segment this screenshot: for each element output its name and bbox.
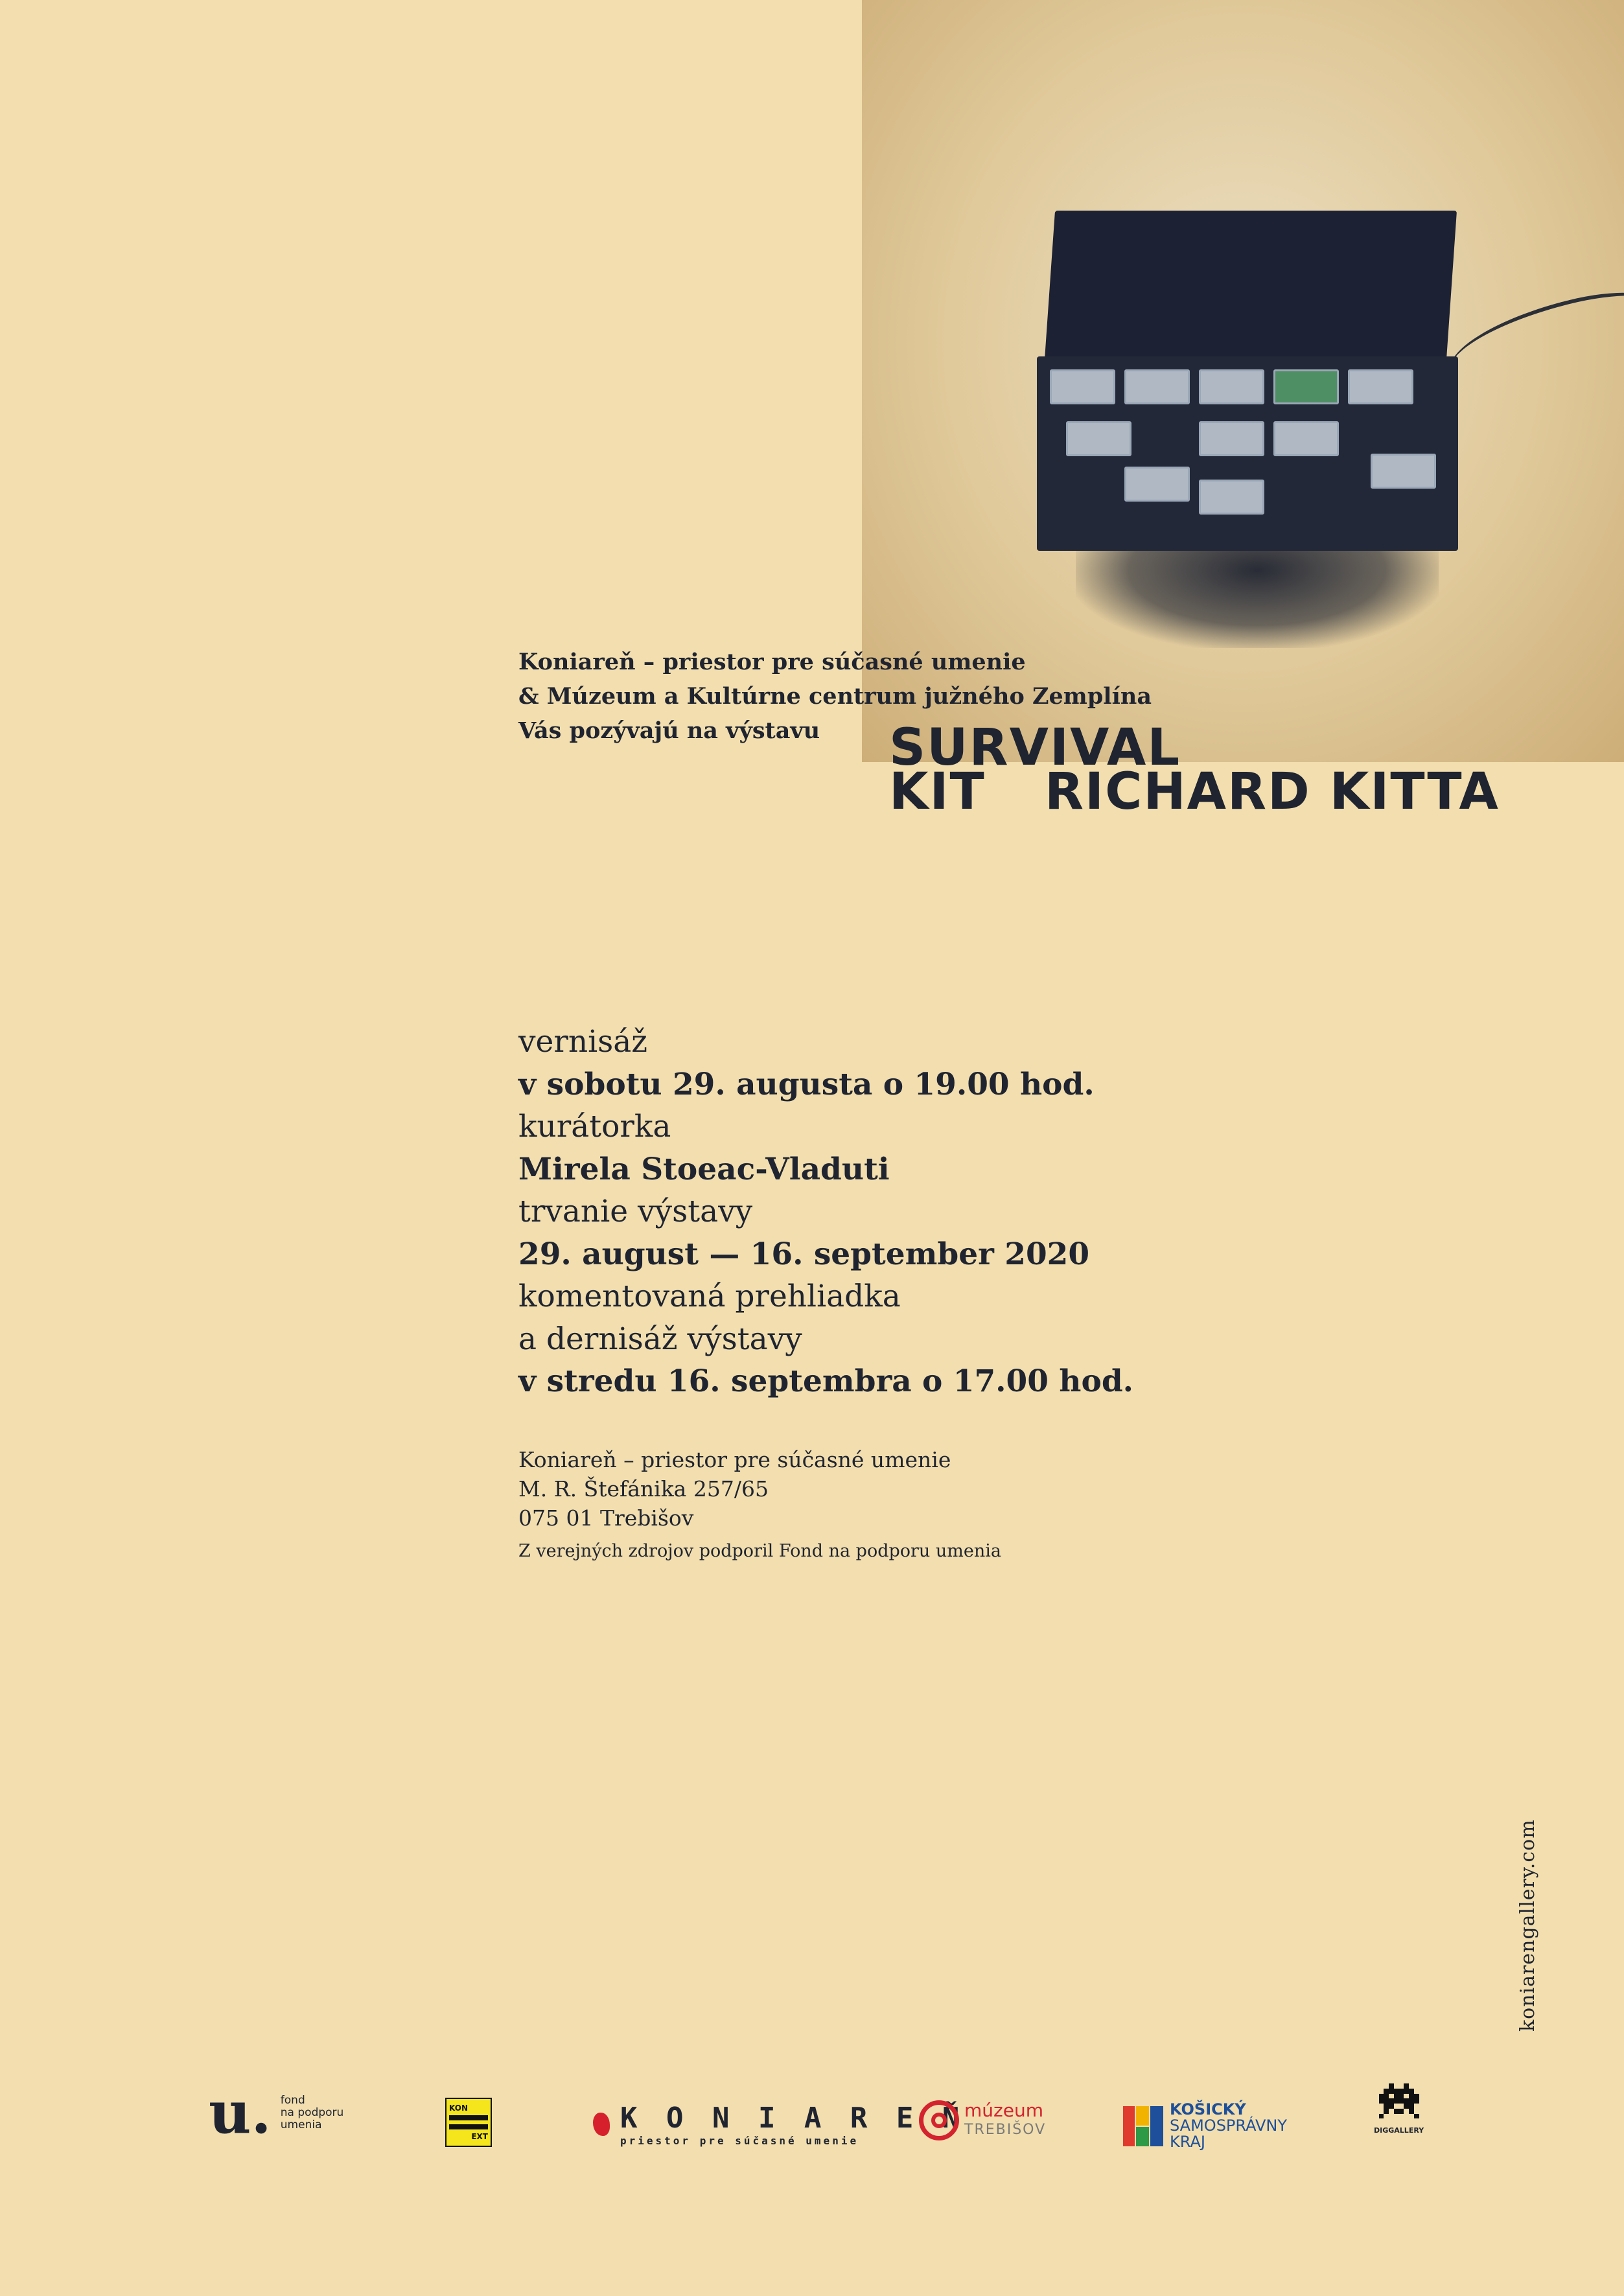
fpu-logo (209, 2078, 344, 2147)
koniaren-sub: priestor pre súčasné umenie (620, 2135, 859, 2147)
drawer (1124, 467, 1190, 502)
tour-label-2: a dernisáž výstavy (518, 1321, 802, 1357)
drawer (1199, 480, 1264, 515)
tour-date: v stredu 16. septembra o 17.00 hod. (518, 1363, 1134, 1399)
fpu-text-1: fond (280, 2093, 305, 2107)
diggallery-logo (1374, 2083, 1424, 2135)
konext-top: KON (449, 2104, 469, 2113)
curator-label: kurátorka (518, 1109, 671, 1144)
artist-name: RICHARD KITTA (1045, 763, 1500, 821)
city: 075 01 Trebišov (518, 1505, 694, 1531)
konext-bar (449, 2115, 488, 2120)
opening-date: v sobotu 29. augusta o 19.00 hod. (518, 1066, 1095, 1102)
spiral-icon (919, 2100, 959, 2140)
opening-label: vernisáž (518, 1024, 648, 1060)
muzeum-logo (919, 2100, 1046, 2140)
drawer (1348, 369, 1413, 404)
ksk-logo (1123, 2102, 1287, 2150)
drawer (1199, 369, 1264, 404)
venue-name: Koniareň – priestor pre súčasné umenie (518, 1447, 951, 1472)
drawer (1066, 421, 1131, 456)
invitation-line: Vás pozývajú na výstavu (518, 717, 820, 744)
duration-label: trvanie výstavy (518, 1194, 753, 1229)
duration-dates: 29. august — 16. september 2020 (518, 1236, 1090, 1272)
drawer (1273, 421, 1339, 456)
venue-address (518, 1445, 951, 1533)
fpu-text-3: umenia (280, 2118, 322, 2131)
ksk-emblem-icon (1123, 2106, 1163, 2146)
muzeum-text (964, 2101, 1046, 2140)
muzeum-name: múzeum (964, 2100, 1043, 2121)
konext-bar (449, 2124, 488, 2129)
support-note: Z verejných zdrojov podporil Fond na podporu umenia (518, 1541, 1001, 1561)
organizer-1: Koniareň – priestor pre súčasné umenie (518, 649, 1026, 675)
drawer-lit (1273, 369, 1339, 404)
fpu-text-2: na podporu (280, 2105, 344, 2119)
ksk-line1: KOŠICKÝ (1170, 2100, 1246, 2118)
drawer (1124, 369, 1190, 404)
power-cable (1440, 279, 1624, 399)
muzeum-city: TREBIŠOV (964, 2122, 1047, 2138)
koniaren-name: K O N I A R E Ň (620, 2102, 966, 2135)
diggallery-caption: DIGGALLERY (1374, 2126, 1424, 2135)
konext-bottom: EXT (471, 2132, 488, 2141)
koniaren-logo (593, 2102, 965, 2147)
fpu-mark: u. (209, 2078, 272, 2147)
drawer (1199, 421, 1264, 456)
konext-mark (445, 2098, 492, 2147)
website-link[interactable]: koniarengallery.com (1516, 1819, 1539, 2032)
horse-icon (593, 2113, 610, 2136)
ksk-line2: SAMOSPRÁVNY (1170, 2116, 1288, 2135)
organizer-2: & Múzeum a Kultúrne centrum južného Zemplína (518, 683, 1152, 710)
tour-label-1: komentovaná prehliadka (518, 1279, 901, 1314)
curator-name: Mirela Stoeac-Vladuti (518, 1151, 890, 1187)
fpu-text (281, 2094, 344, 2131)
exhibition-title-line2: KIT (889, 763, 986, 821)
drawer (1050, 369, 1115, 404)
ksk-text (1170, 2102, 1287, 2150)
event-details (518, 1021, 1133, 1403)
cabinet-top (1045, 211, 1457, 360)
space-invader-icon (1379, 2083, 1419, 2124)
sponsor-logos (0, 2078, 1624, 2155)
drawer-cabinet (1037, 356, 1458, 551)
exhibition-title-line1: SURVIVAL (889, 719, 1181, 777)
ksk-line3: KRAJ (1170, 2133, 1205, 2151)
street: M. R. Štefánika 257/65 (518, 1476, 769, 1502)
drawer (1371, 454, 1436, 489)
konext-logo (445, 2098, 492, 2147)
